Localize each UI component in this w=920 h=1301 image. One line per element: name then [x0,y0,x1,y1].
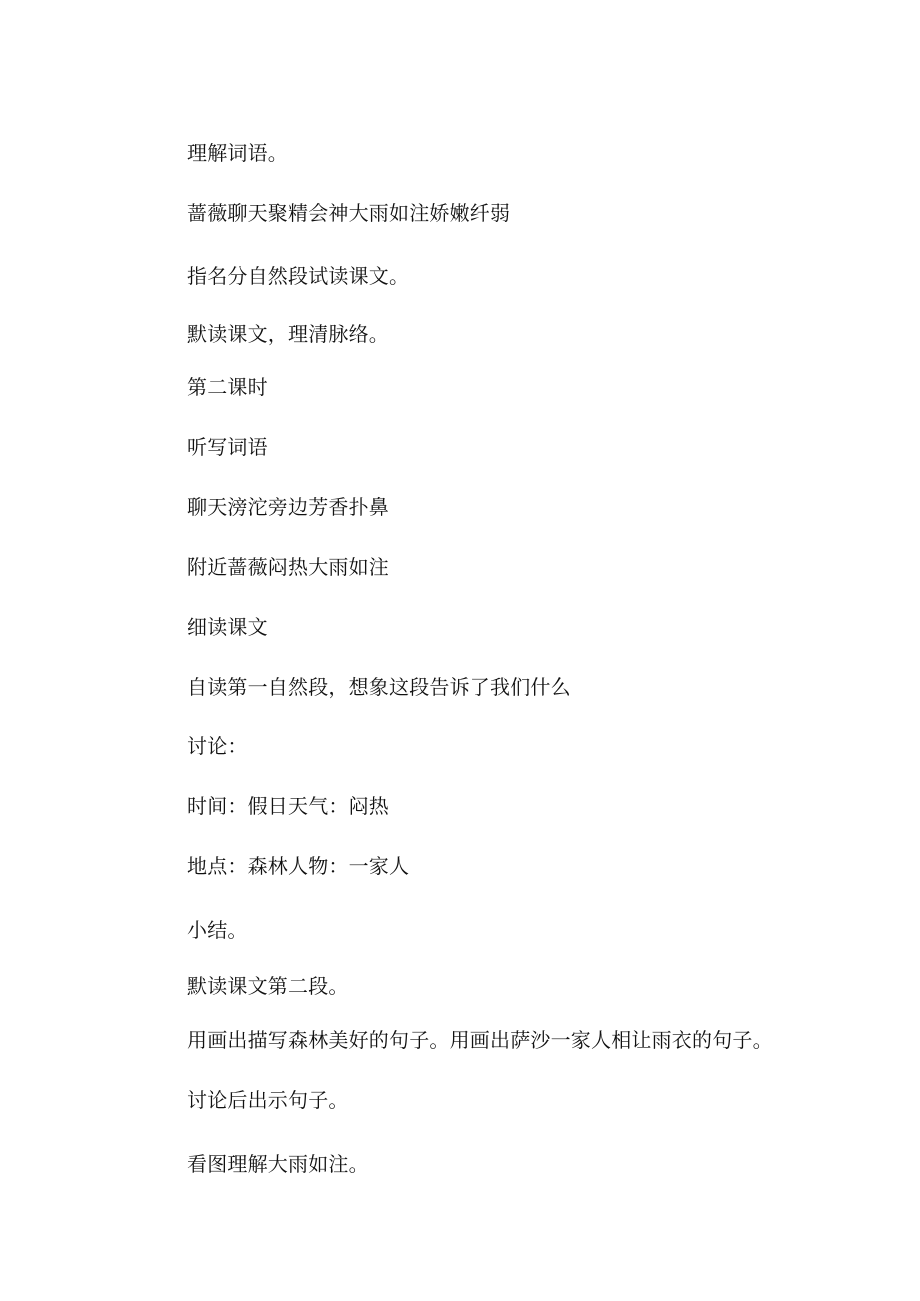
text-line-place-people: 地点：森林人物：一家人 [187,854,410,878]
text-line-trial-reading: 指名分自然段试读课文。 [187,264,410,288]
text-line-close-reading: 细读课文 [187,615,268,639]
text-line-understand-words: 理解词语。 [187,141,288,165]
text-line-picture-understanding: 看图理解大雨如注。 [187,1152,369,1176]
text-line-vocabulary-list: 蔷薇聊天聚精会神大雨如注娇嫩纤弱 [187,201,511,225]
text-line-first-paragraph: 自读第一自然段，想象这段告诉了我们什么 [187,675,571,699]
text-line-second-lesson: 第二课时 [187,375,268,399]
text-line-underline-sentences: 用画出描写森林美好的句子。用画出萨沙一家人相让雨衣的句子。 [187,1028,773,1052]
text-line-second-paragraph: 默读课文第二段。 [187,974,349,998]
text-line-dictation: 听写词语 [187,435,268,459]
text-line-silent-reading: 默读课文，理清脉络。 [187,322,389,346]
text-line-discussion: 讨论： [187,734,248,758]
text-line-dictation-words-2: 附近蔷薇闷热大雨如注 [187,555,389,579]
text-line-time-weather: 时间：假日天气：闷热 [187,794,389,818]
text-line-dictation-words-1: 聊天滂沱旁边芳香扑鼻 [187,495,389,519]
text-line-show-sentences: 讨论后出示句子。 [187,1088,349,1112]
text-line-summary: 小结。 [187,918,248,942]
